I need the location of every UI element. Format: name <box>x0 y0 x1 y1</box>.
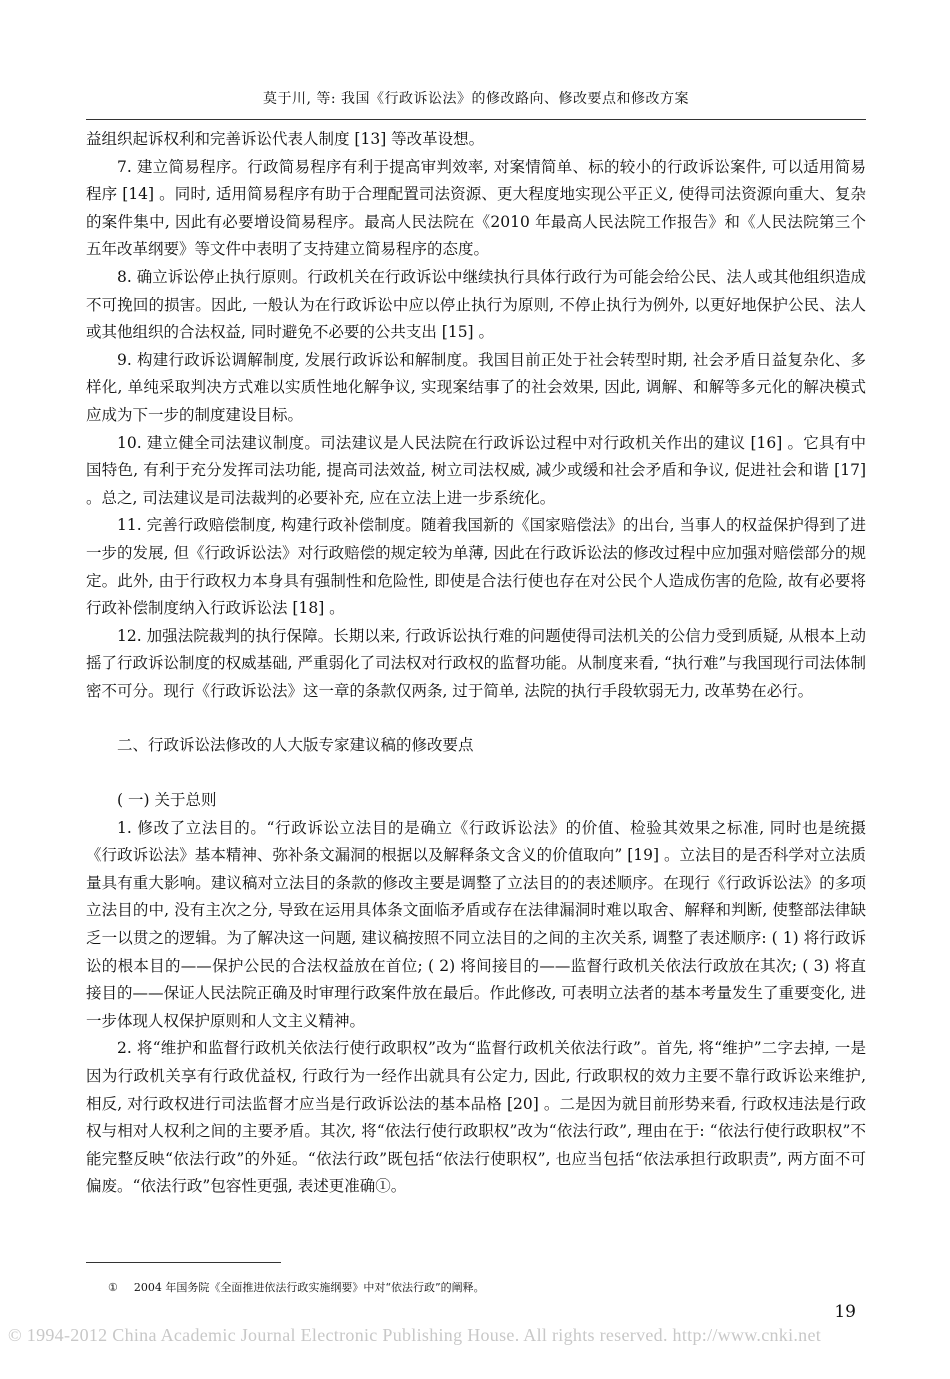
footnote-mark: ① <box>108 1281 118 1294</box>
paragraph-supervision: 2. 将“维护和监督行政机关依法行使行政职权”改为“监督行政机关依法行政”。首先, 将“维护”二字去掉, 一是因为行政机关享有行政优益权, 行政行为一经作出就具有公定力, 因此, 行政职权的效力主要不靠行政诉讼来维护, 相反, 对行政权进行司法监督才应当是行政诉讼法的基本品格 [20] 。二是因为就目前形势来看, 行政权违法是行政权与相对人权利之间的主要矛盾。其次, 将“依法行使行政职权”改为“依法行政”, 理由在于: “依法行使行政职权”不能完整反映“依法行政”的外延。“依法行政”既包括“依法行使职权”, 也应当包括“依法承担行政职责”, 两方面不可偏废。“依法行政”包容性更强, 表述更准确①。 <box>86 1039 866 1196</box>
paragraph-judicial-advice: 10. 建立健全司法建议制度。司法建议是人民法院在行政诉讼过程中对行政机关作出的建议 [16] 。它具有中国特色, 有利于充分发挥司法功能, 提高司法效益, 树立司法权威, 减少或缓和社会矛盾和争议, 促进社会和谐 [17] 。总之, 司法建议是司法裁判的必要补充, 应在立法上进一步系统化。 <box>86 433 866 507</box>
section-heading: 二、行政诉讼法修改的人大版专家建议稿的修改要点 <box>117 736 474 755</box>
paragraph-mediation: 9. 构建行政诉讼调解制度, 发展行政诉讼和解制度。我国目前正处于社会转型时期, 社会矛盾日益复杂化、多样化, 单纯采取判决方式难以实质性地化解争议, 实现案结事了的社会效果, 因此, 调解、和解等多元化的解决模式应成为下一步的制度建设目标。 <box>86 350 866 424</box>
paragraph-compensation: 11. 完善行政赔偿制度, 构建行政补偿制度。随着我国新的《国家赔偿法》的出台, 当事人的权益保护得到了进一步的发展, 但《行政诉讼法》对行政赔偿的规定较为单薄, 因此在行政诉讼法的修改过程中应加强对赔偿部分的规定。此外, 由于行政权力本身具有强制性和危险性, 即使是合法行使也存在对公民个人造成伤害的危险, 故有必要将行政补偿制度纳入行政诉讼法 [18] 。 <box>86 516 866 618</box>
running-header: 莫于川, 等: 我国《行政诉讼法》的修改路向、修改要点和修改方案 <box>262 91 690 107</box>
paragraph-suspension-of-execution: 8. 确立诉讼停止执行原则。行政机关在行政诉讼中继续执行具体行政行为可能会给公民、法人或其他组织造成不可挽回的损害。因此, 一般认为在行政诉讼中应以停止执行为原则, 不停止执行为例外, 以更好地保护公民、法人或其他组织的合法权益, 同时避免不必要的公共支出 [15] 。 <box>86 267 866 342</box>
paragraph-continuation: 益组织起诉权利和完善诉讼代表人制度 [13] 等改革设想。 <box>86 130 485 148</box>
paragraph-simple-procedure: 7. 建立简易程序。行政简易程序有利于提高审判效率, 对案情简单、标的较小的行政诉讼案件, 可以适用简易程序 [14] 。同时, 适用简易程序有助于合理配置司法资源、更大程度地实现公平正义, 使得司法资源向重大、复杂的案件集中, 因此有必要增设简易程序。最高人民法院在《2010 年最高人民法院工作报告》和《人民法院第三个五年改革纲要》等文件中表明了支持建立简易程序的态度。 <box>86 157 866 259</box>
footnote-rule <box>86 1262 281 1263</box>
paragraph-enforcement: 12. 加强法院裁判的执行保障。长期以来, 行政诉讼执行难的问题使得司法机关的公信力受到质疑, 从根本上动摇了行政诉讼制度的权威基础, 严重弱化了司法权对行政权的监督功能。从制度来看, “执行难”与我国现行司法体制密不可分。现行《行政诉讼法》这一章的条款仅两条, 过于简单, 法院的执行手段软弱无力, 改革势在必行。 <box>86 626 866 700</box>
page-number: 19 <box>834 1302 856 1322</box>
paragraph-legislative-purpose: 1. 修改了立法目的。“行政诉讼立法目的是确立《行政诉讼法》的价值、检验其效果之标准, 同时也是统摄《行政诉讼法》基本精神、弥补条文漏洞的根据以及解释条文含义的价值取向” [19] 。立法目的是否科学对立法质量具有重大影响。建议稿对立法目的条款的修改主要是调整了立法目的的表述顺序。在现行《行政诉讼法》的多项立法目的中, 没有主次之分, 导致在运用具体条文面临矛盾或存在法律漏洞时难以取舍、解释和判断, 使整部法律缺乏一以贯之的逻辑。为了解决这一问题, 建议稿按照不同立法目的之间的主次关系, 调整了表述顺序: ( 1) 将行政诉讼的根本目的——保护公民的合法权益放在首位; ( 2) 将间接目的——监督行政机关依法行政放在其次; ( 3) 将直接目的——保证人民法院正确及时审理行政案件放在最后。作此修改, 可表明立法者的基本考量发生了重要变化, 进一步体现人权保护原则和人文主义精神。 <box>86 818 866 1030</box>
header-rule <box>86 119 866 120</box>
subsection-heading: ( 一) 关于总则 <box>117 791 217 810</box>
footnote <box>108 1280 485 1296</box>
copyright-watermark: © 1994-2012 China Academic Journal Electronic Publishing House. All rights reserved. http://www.cnki.net <box>8 1325 822 1345</box>
article-body <box>86 126 866 1201</box>
footnote-text: 2004 年国务院《全面推进依法行政实施纲要》中对“依法行政”的阐释。 <box>133 1281 485 1294</box>
